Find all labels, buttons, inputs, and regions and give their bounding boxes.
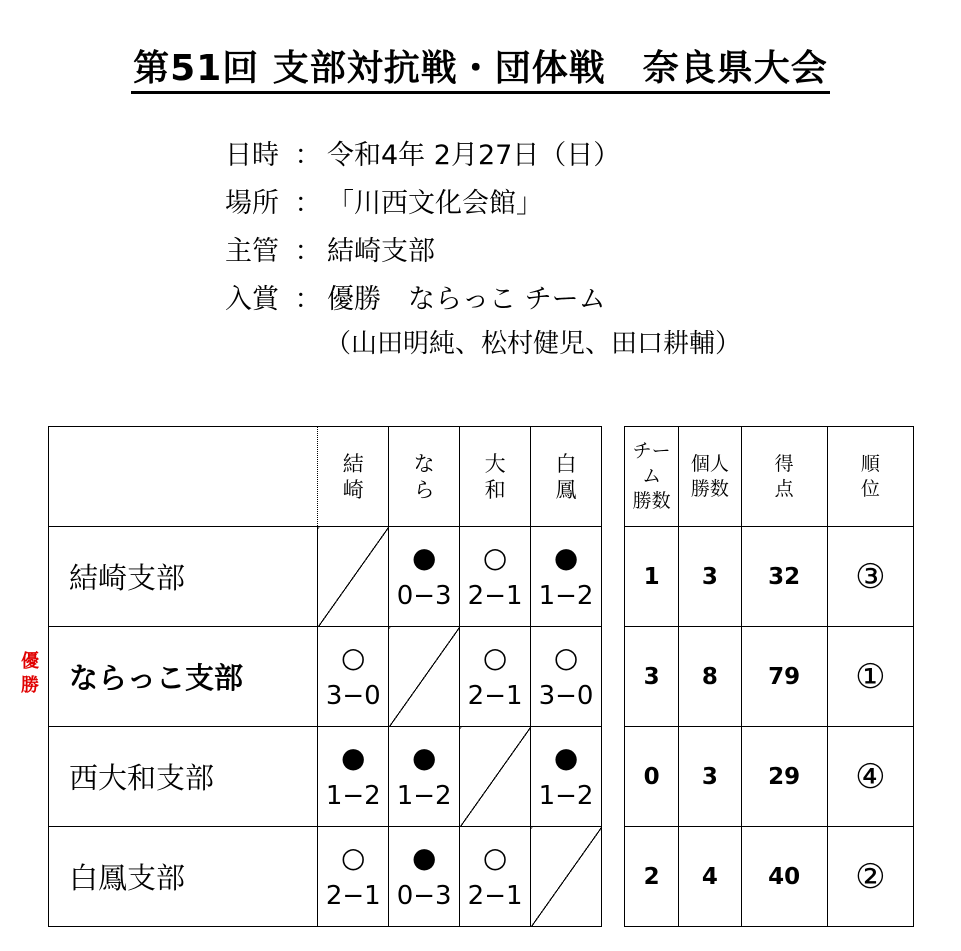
stat-header: 順 位 (827, 427, 913, 527)
result-score: 1−2 (325, 780, 381, 811)
separator: ： (294, 140, 322, 171)
rank: ③ (827, 527, 913, 627)
result-mark: ● (411, 740, 437, 774)
stat-header: 個人 勝数 (679, 427, 741, 527)
date-row (225, 132, 741, 180)
award-members: （山田明純、松村健児、田口耕輔） (325, 329, 742, 359)
rank: ② (827, 827, 913, 927)
col-header: 白 鳳 (531, 427, 602, 527)
result-score: 2−1 (325, 880, 381, 911)
col-header: 結 崎 (318, 427, 389, 527)
stat-header: チーム 勝数 (625, 427, 679, 527)
result-mark: ● (411, 540, 437, 574)
standings-table (624, 426, 914, 927)
team-wins: 1 (625, 527, 679, 627)
result-mark: ○ (482, 540, 508, 574)
col-header: 大 和 (460, 427, 531, 527)
result-cell (318, 627, 389, 727)
result-mark: ○ (482, 640, 508, 674)
result-cell (460, 527, 531, 627)
result-score: 0−3 (396, 580, 452, 611)
separator: ： (294, 236, 322, 267)
separator: ： (294, 188, 322, 219)
result-cell (389, 527, 460, 627)
points: 29 (741, 727, 827, 827)
host-row (225, 228, 741, 276)
separator: ： (294, 284, 322, 315)
result-mark: ○ (341, 840, 366, 874)
team-wins: 3 (625, 627, 679, 727)
date-label: 日時 (225, 140, 279, 171)
place-label: 場所 (225, 188, 279, 219)
result-score: 2−1 (467, 680, 523, 711)
self-match-cell (531, 827, 602, 927)
award-label: 入賞 (225, 284, 279, 315)
result-score: 0−3 (396, 880, 452, 911)
result-cell (318, 727, 389, 827)
team-name: 白鳳支部 (49, 827, 318, 927)
result-score: 1−2 (538, 580, 594, 611)
table-row (49, 627, 602, 727)
award-row (225, 276, 741, 324)
self-match-cell (389, 627, 460, 727)
stat-header: 得 点 (741, 427, 827, 527)
result-cell (389, 727, 460, 827)
place-row (225, 180, 741, 228)
result-cell (531, 627, 602, 727)
host-value: 結崎支部 (327, 236, 435, 267)
result-score: 3−0 (325, 680, 381, 711)
result-score: 3−0 (538, 680, 594, 711)
table-row (625, 527, 914, 627)
result-score: 1−2 (538, 780, 594, 811)
points: 32 (741, 527, 827, 627)
result-mark: ● (553, 540, 579, 574)
result-cell (460, 827, 531, 927)
self-match-cell (318, 527, 389, 627)
result-score: 1−2 (396, 780, 452, 811)
table-row (49, 827, 602, 927)
page-title: 第51回 支部対抗戦・団体戦 奈良県大会 (0, 40, 961, 91)
points: 40 (741, 827, 827, 927)
result-score: 2−1 (467, 580, 523, 611)
team-name: 西大和支部 (49, 727, 318, 827)
result-mark: ○ (482, 840, 508, 874)
winner-label: 優 勝 (21, 651, 39, 696)
team-wins: 2 (625, 827, 679, 927)
table-row (625, 627, 914, 727)
self-match-cell (460, 727, 531, 827)
table-row (49, 727, 602, 827)
team-name: 結崎支部 (49, 527, 318, 627)
award-value: 優勝 ならっこ チーム (327, 284, 606, 315)
result-cell (531, 527, 602, 627)
team-wins: 0 (625, 727, 679, 827)
match-results-table (48, 426, 602, 927)
result-cell (318, 827, 389, 927)
header-row (625, 427, 914, 527)
team-name: ならっこ支部 (49, 627, 318, 727)
individual-wins: 3 (679, 527, 741, 627)
individual-wins: 4 (679, 827, 741, 927)
rank: ① (827, 627, 913, 727)
table-row (625, 827, 914, 927)
result-score: 2−1 (467, 880, 523, 911)
header-row (49, 427, 602, 527)
result-mark: ● (411, 840, 437, 874)
col-header: な ら (389, 427, 460, 527)
result-cell (460, 627, 531, 727)
place-value: 「川西文化会館」 (327, 188, 543, 219)
points: 79 (741, 627, 827, 727)
result-cell (389, 827, 460, 927)
event-info (225, 132, 741, 368)
result-mark: ● (341, 740, 366, 774)
result-mark: ● (553, 740, 579, 774)
table-row (625, 727, 914, 827)
result-cell (531, 727, 602, 827)
result-mark: ○ (341, 640, 366, 674)
individual-wins: 8 (679, 627, 741, 727)
table-row (49, 527, 602, 627)
date-value: 令和4年 2月27日（日） (327, 140, 621, 171)
rank: ④ (827, 727, 913, 827)
individual-wins: 3 (679, 727, 741, 827)
result-mark: ○ (553, 640, 579, 674)
corner-cell (49, 427, 318, 527)
host-label: 主管 (225, 236, 279, 267)
